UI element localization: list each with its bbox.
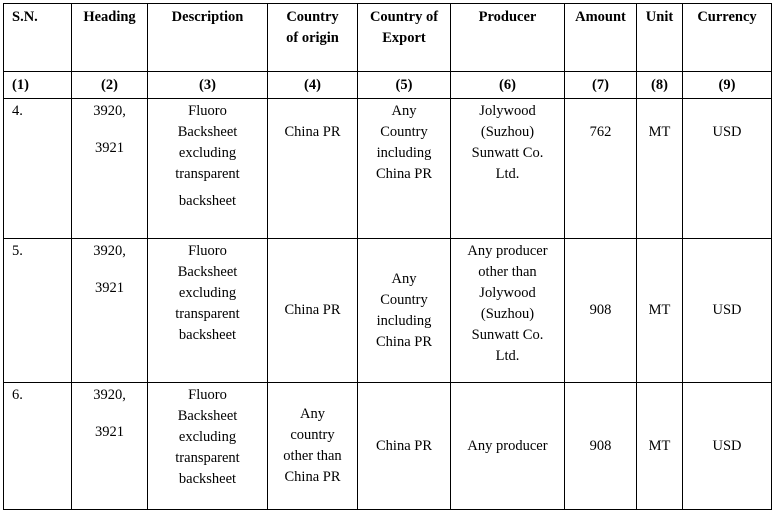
- row-currency: USD: [683, 383, 772, 510]
- header-row: [4, 4, 772, 72]
- column-number: (2): [72, 72, 148, 99]
- column-number-row: [4, 72, 772, 99]
- row-country-of-export: Any Country including China PR: [358, 239, 451, 383]
- row-country-of-origin: China PR: [268, 99, 358, 239]
- header-description: Description: [148, 4, 268, 72]
- row-description: Fluoro Backsheet excluding transparent backsheet: [148, 239, 268, 383]
- row-producer: Any producer other than Jolywood (Suzhou) Sunwatt Co. Ltd.: [451, 239, 565, 383]
- row-amount: 762: [565, 99, 637, 239]
- header-producer: Producer: [451, 4, 565, 72]
- column-number: (3): [148, 72, 268, 99]
- row-amount: 908: [565, 383, 637, 510]
- column-number: (1): [4, 72, 72, 99]
- row-country-of-export: Any Country including China PR: [358, 99, 451, 239]
- row-description: Fluoro Backsheet excluding transparent backsheet: [148, 99, 268, 239]
- row-currency: USD: [683, 99, 772, 239]
- header-country-of-export: Country of Export: [358, 4, 451, 72]
- column-number: (7): [565, 72, 637, 99]
- table-row: [4, 239, 772, 383]
- row-unit: MT: [637, 239, 683, 383]
- row-producer: Any producer: [451, 383, 565, 510]
- row-amount: 908: [565, 239, 637, 383]
- header-heading: Heading: [72, 4, 148, 72]
- header-currency: Currency: [683, 4, 772, 72]
- column-number: (4): [268, 72, 358, 99]
- header-amount: Amount: [565, 4, 637, 72]
- row-heading: 3920, 3921: [72, 99, 148, 239]
- column-number: (5): [358, 72, 451, 99]
- row-country-of-export: China PR: [358, 383, 451, 510]
- header-unit: Unit: [637, 4, 683, 72]
- header-country-of-origin: Country of origin: [268, 4, 358, 72]
- column-number: (6): [451, 72, 565, 99]
- duty-table: [3, 3, 772, 510]
- row-sn: 5.: [4, 239, 72, 383]
- row-country-of-origin: China PR: [268, 239, 358, 383]
- row-description: Fluoro Backsheet excluding transparent backsheet: [148, 383, 268, 510]
- row-unit: MT: [637, 99, 683, 239]
- column-number: (8): [637, 72, 683, 99]
- table-row: [4, 383, 772, 510]
- row-currency: USD: [683, 239, 772, 383]
- row-unit: MT: [637, 383, 683, 510]
- table-row: [4, 99, 772, 239]
- row-heading: 3920, 3921: [72, 383, 148, 510]
- header-sn: S.N.: [4, 4, 72, 72]
- row-producer: Jolywood (Suzhou) Sunwatt Co. Ltd.: [451, 99, 565, 239]
- row-sn: 4.: [4, 99, 72, 239]
- row-sn: 6.: [4, 383, 72, 510]
- column-number: (9): [683, 72, 772, 99]
- row-country-of-origin: Any country other than China PR: [268, 383, 358, 510]
- row-heading: 3920, 3921: [72, 239, 148, 383]
